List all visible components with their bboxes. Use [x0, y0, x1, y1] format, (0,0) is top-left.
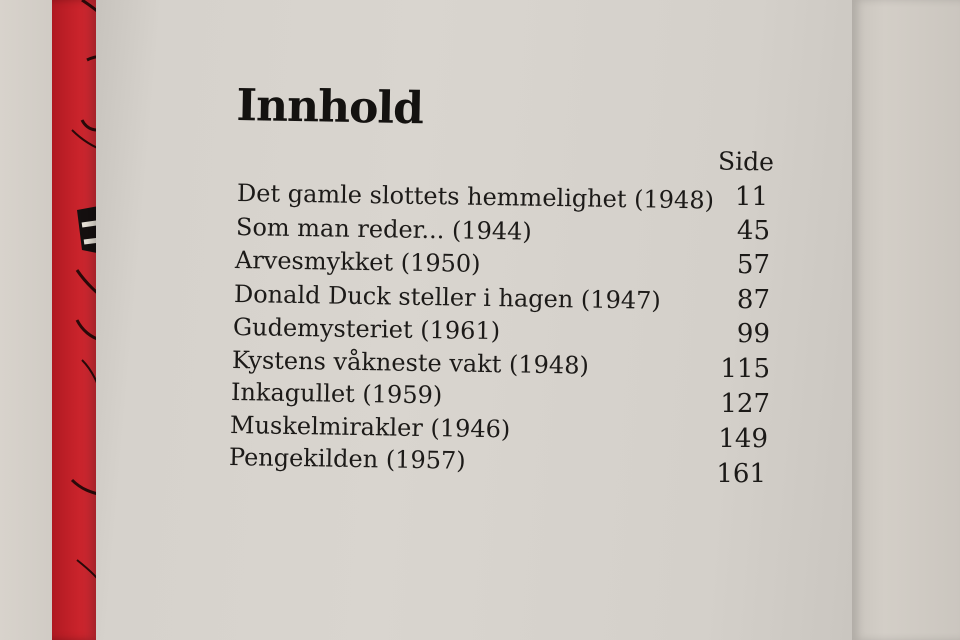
toc-entry-title: Arvesmykket (1950): [234, 246, 481, 278]
toc-entry-page: 161: [716, 459, 766, 489]
toc-entry-page: 87: [736, 285, 770, 315]
toc-entry-title: Pengekilden (1957): [228, 443, 466, 475]
toc-entry-page: 115: [720, 354, 770, 384]
toc-entry-page: 45: [736, 216, 770, 246]
page-column-header: Side: [717, 146, 775, 177]
toc-entry-title: Det gamle slottets hemmelighet (1948): [236, 179, 715, 215]
toc-entry-title: Som man reder... (1944): [235, 213, 533, 246]
toc-entry-title: Gudemysteriet (1961): [232, 313, 501, 346]
toc-entry-page: 127: [720, 389, 770, 419]
toc-entry-page: 99: [736, 319, 770, 349]
toc-entry-page: 149: [718, 424, 768, 454]
toc-entry-title: Muskelmirakler (1946): [229, 411, 511, 444]
toc-entry-title: Donald Duck steller i hagen (1947): [233, 280, 661, 315]
toc-entry-page: 57: [736, 250, 770, 280]
toc-entry-page: 11: [734, 182, 768, 212]
toc-title: Innhold: [236, 80, 424, 135]
toc-entry-title: Inkagullet (1959): [230, 378, 443, 410]
page-right-edge: [852, 0, 960, 640]
toc-entry-title: Kystens våkneste vakt (1948): [231, 346, 590, 380]
